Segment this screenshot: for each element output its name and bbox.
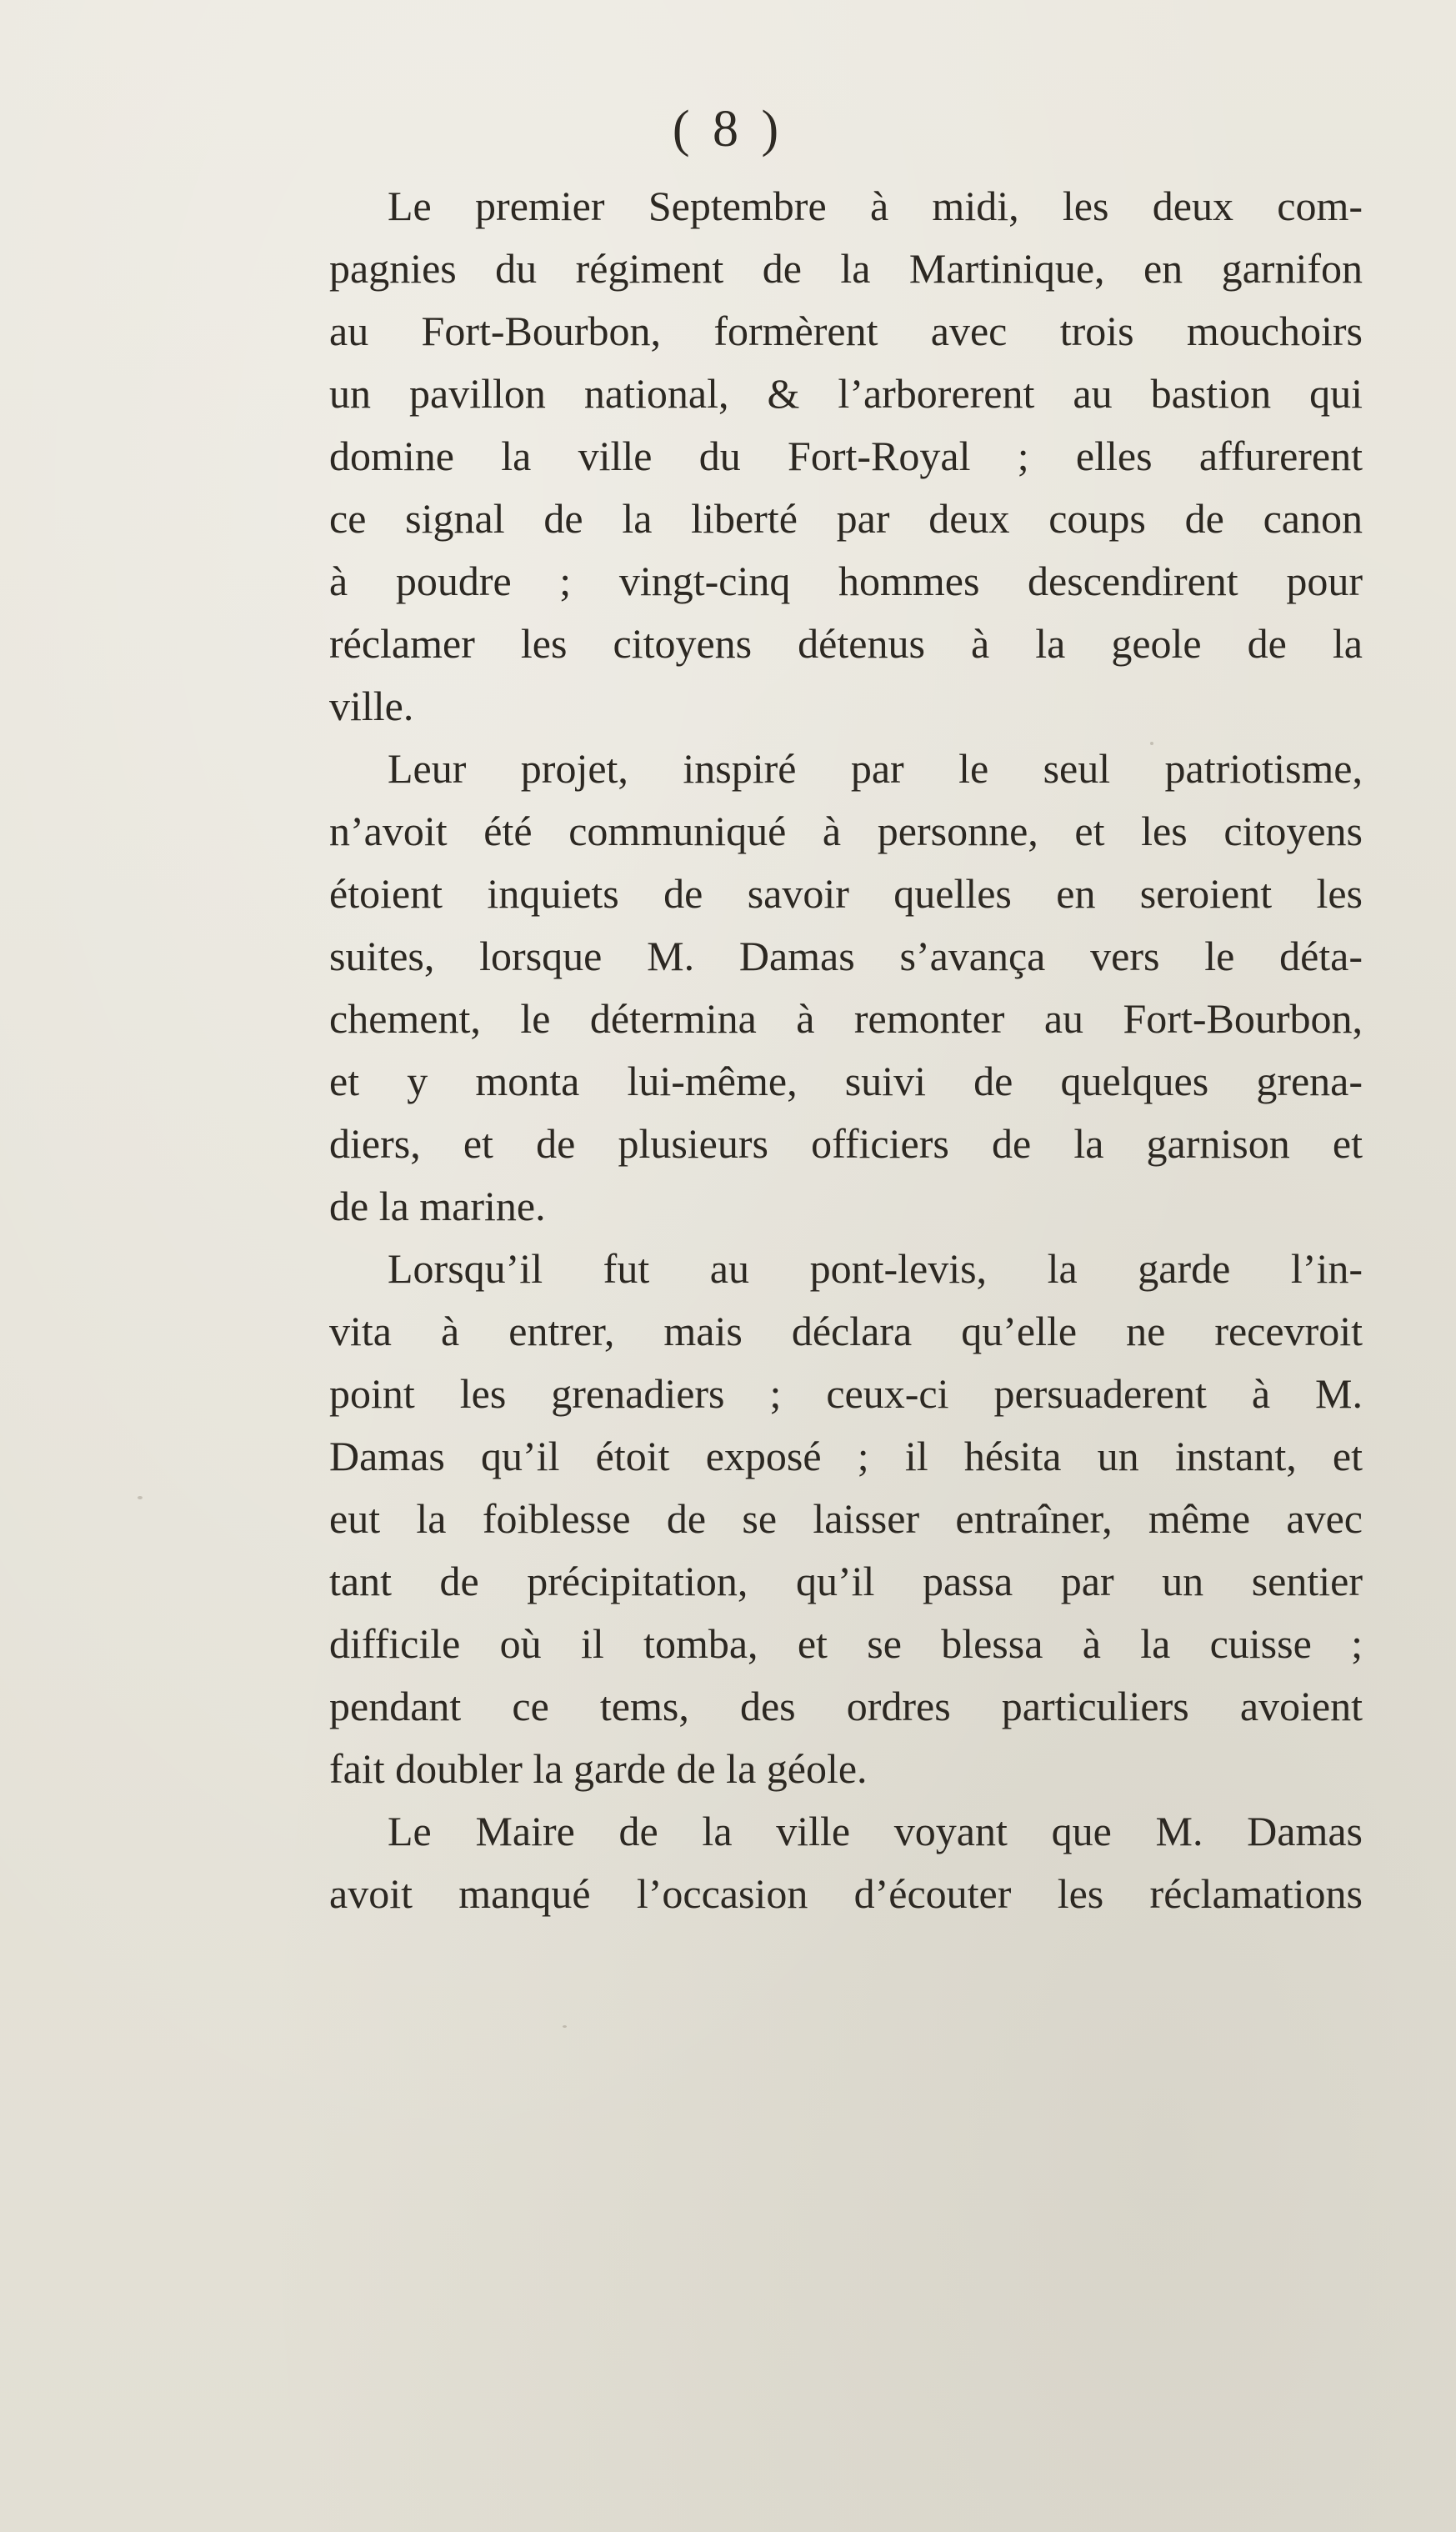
page-number: ( 8 ) — [672, 101, 784, 158]
paragraph-2 — [329, 738, 1363, 1238]
text-line: ville. — [329, 683, 414, 729]
text-line: suites, lorsque M. Damas s’avança vers le déta- — [329, 933, 1363, 979]
text-line: pendant ce tems, des ordres particuliers avoient — [329, 1683, 1363, 1729]
text-line: tant de précipitation, qu’il passa par un sentier — [329, 1558, 1363, 1604]
text-line: Le Maire de la ville voyant que M. Damas — [388, 1808, 1363, 1854]
text-line: à poudre ; vingt-cinq hommes descendirent pour — [329, 558, 1363, 604]
paragraph-1 — [329, 175, 1363, 738]
text-line: vita à entrer, mais déclara qu’elle ne recevroit — [329, 1308, 1363, 1354]
text-line: n’avoit été communiqué à personne, et les citoyens — [329, 808, 1363, 854]
text-line: eut la foiblesse de se laisser entraîner, même avec — [329, 1495, 1363, 1542]
text-line: fait doubler la garde de la géole. — [329, 1745, 868, 1792]
text-line: difficile où il tomba, et se blessa à la cuisse ; — [329, 1620, 1363, 1667]
text-line: ce signal de la liberté par deux coups de canon — [329, 495, 1363, 542]
text-line: Le premier Septembre à midi, les deux com- — [388, 183, 1363, 229]
text-line: de la marine. — [329, 1183, 546, 1229]
paragraph-4 — [329, 1800, 1363, 1925]
text-line: réclamer les citoyens détenus à la geole de la — [329, 620, 1363, 667]
text-line: Lorsqu’il fut au pont-levis, la garde l’in- — [388, 1245, 1363, 1292]
text-line: domine la ville du Fort-Royal ; elles affurerent — [329, 433, 1363, 479]
text-line: un pavillon national, & l’arborerent au bastion qui — [329, 370, 1363, 417]
text-line: point les grenadiers ; ceux-ci persuaderent à M. — [329, 1370, 1363, 1417]
text-line: chement, le détermina à remonter au Fort-Bourbon, — [329, 995, 1363, 1042]
text-line: étoient inquiets de savoir quelles en seroient les — [329, 870, 1363, 917]
text-line: diers, et de plusieurs officiers de la garnison et — [329, 1120, 1363, 1167]
text-line: avoit manqué l’occasion d’écouter les réclamations — [329, 1870, 1363, 1917]
paragraph-3 — [329, 1238, 1363, 1800]
text-line: Leur projet, inspiré par le seul patriotisme, — [388, 745, 1363, 792]
text-line: pagnies du régiment de la Martinique, en garnifon — [329, 245, 1363, 292]
text-body — [329, 175, 1363, 1925]
paper-speck — [1150, 742, 1153, 745]
text-line: et y monta lui-même, suivi de quelques grena- — [329, 1058, 1363, 1104]
text-line: au Fort-Bourbon, formèrent avec trois mouchoirs — [329, 308, 1363, 354]
paper-speck — [563, 2025, 567, 2028]
paper-speck — [138, 1496, 143, 1499]
text-line: Damas qu’il étoit exposé ; il hésita un instant, et — [329, 1433, 1363, 1479]
